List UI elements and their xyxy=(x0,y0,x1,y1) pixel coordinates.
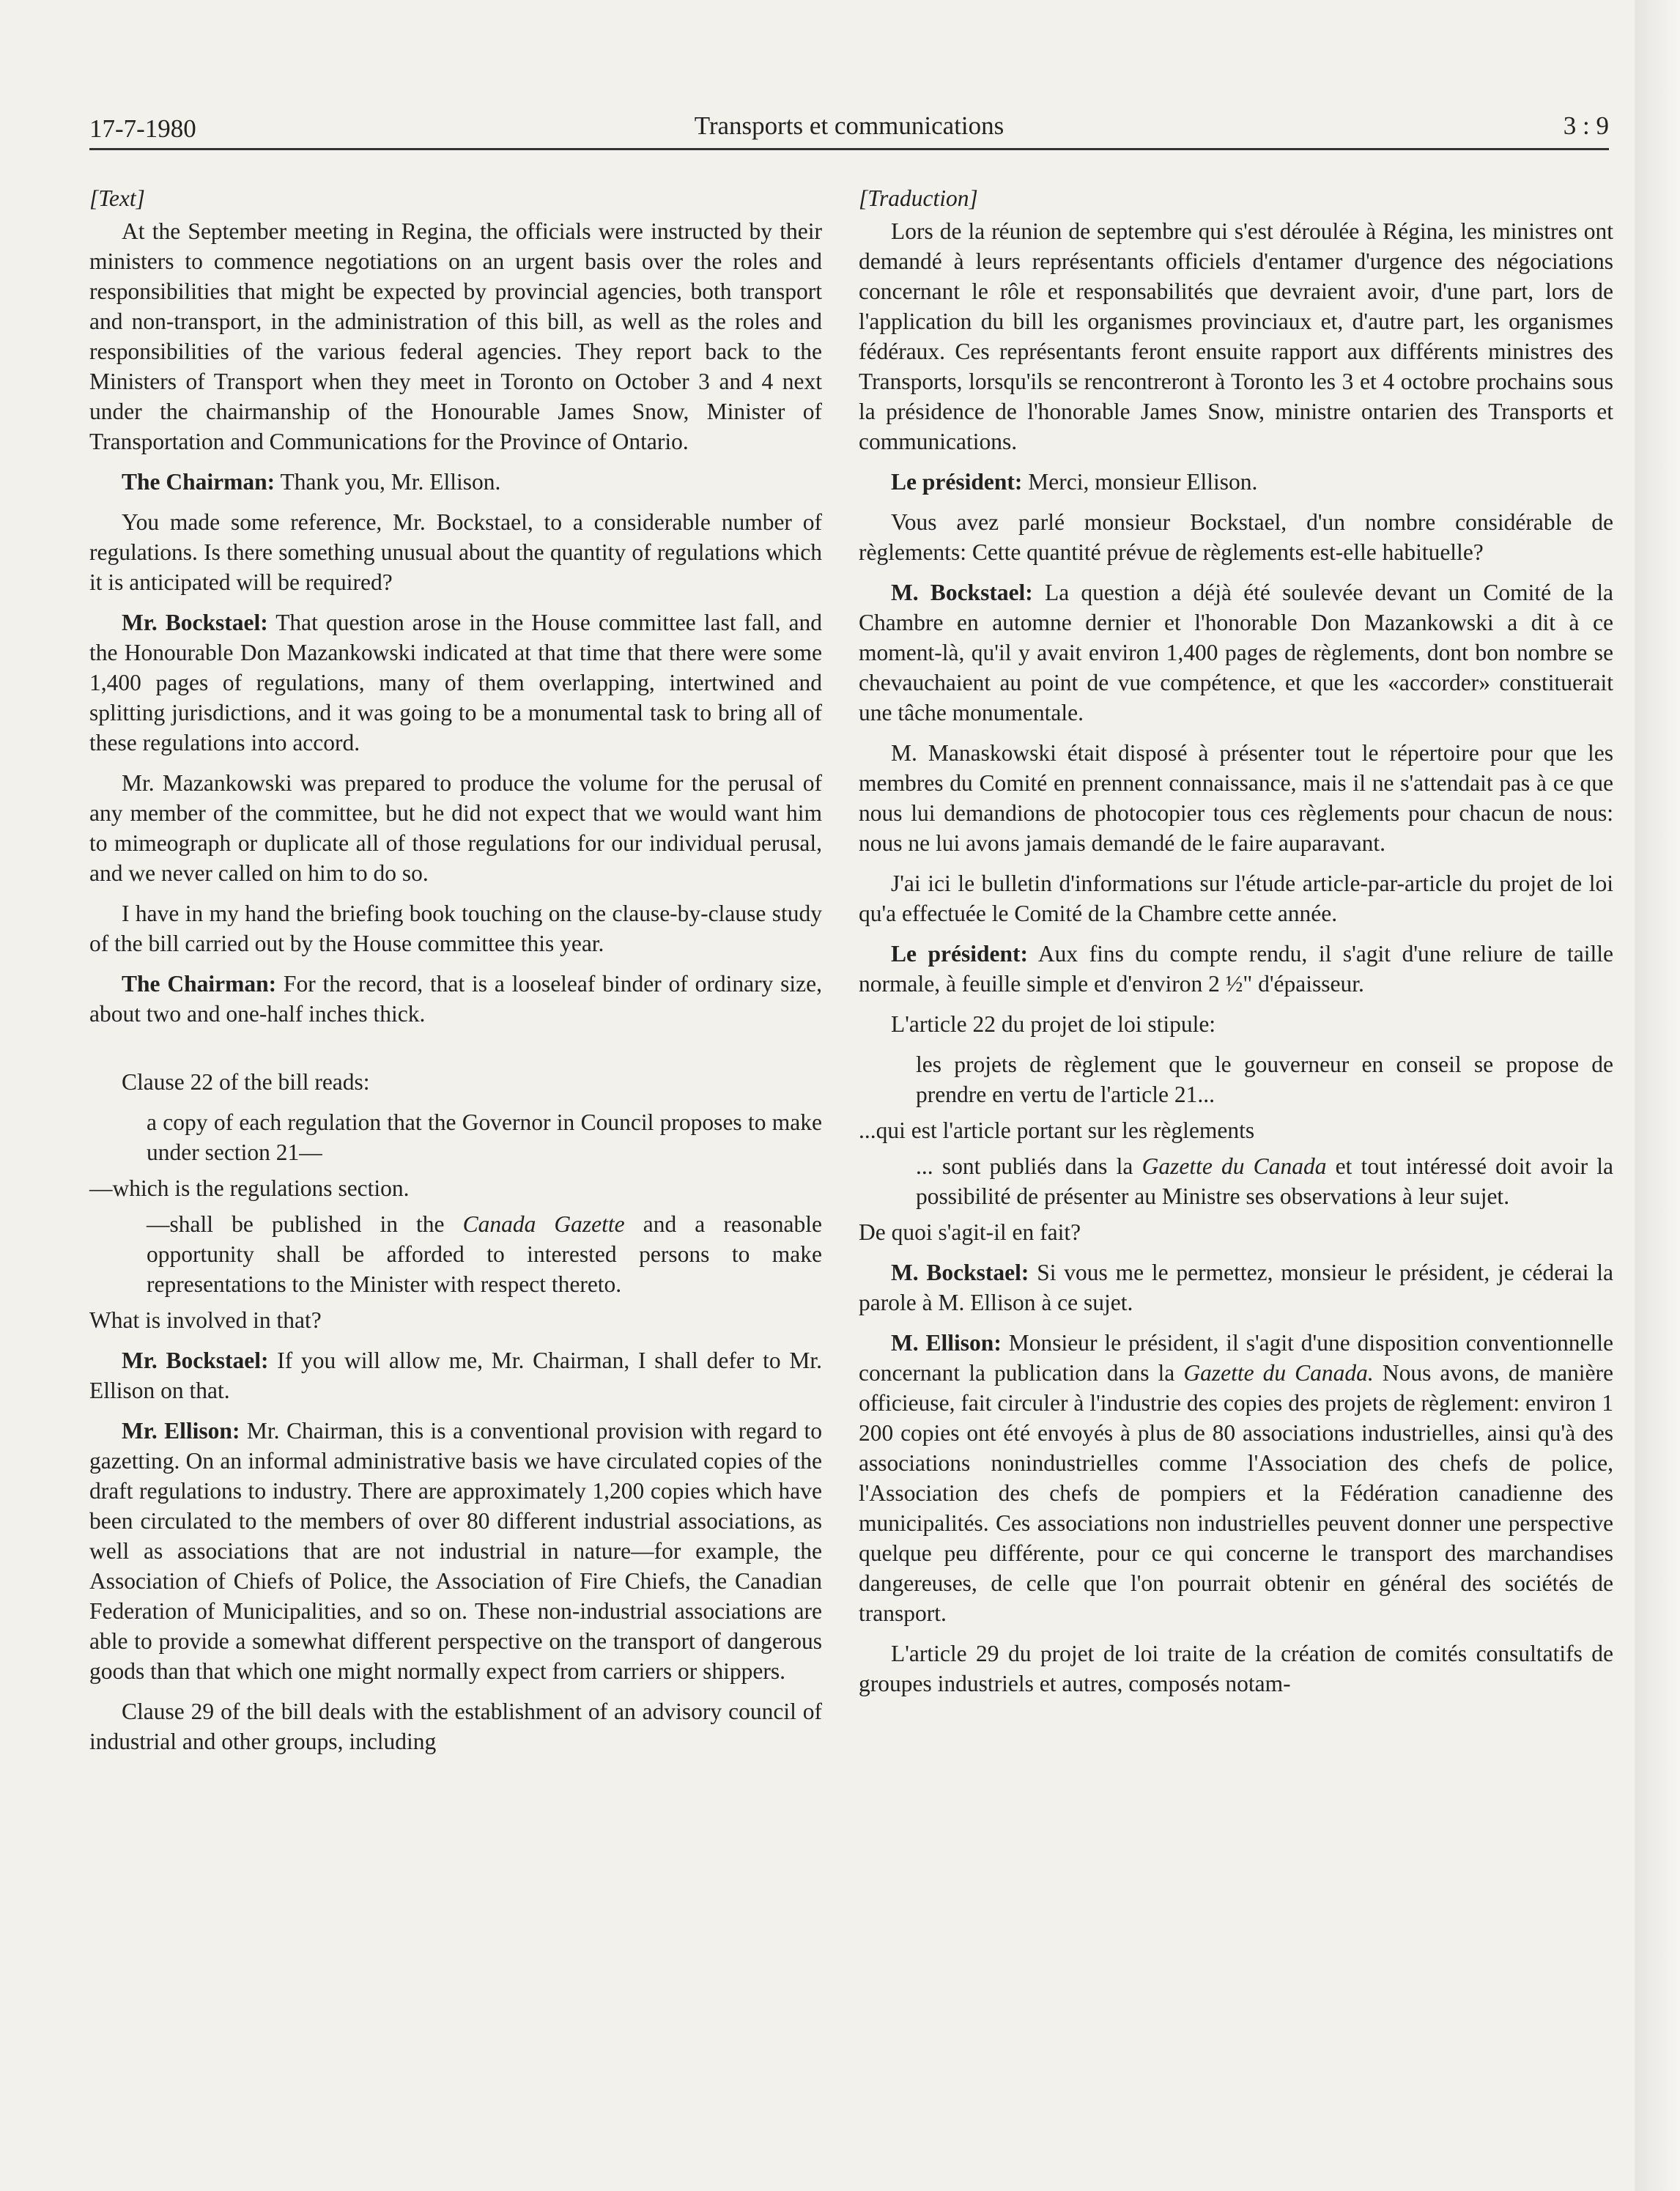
header-page-number: 3 : 9 xyxy=(1563,111,1609,140)
column-label: [Text] xyxy=(89,185,145,211)
speech-text: For the record, that is a looseleaf binder of ordinary size, about two and one-half inches thick. xyxy=(89,971,822,1027)
speaker-name: Le président: xyxy=(891,469,1023,495)
speaker-name: Mr. Bockstael: xyxy=(122,1348,269,1373)
speech-text: Monsieur le président, il s'agit d'une disposition conventionnelle concernant la publication dans la xyxy=(859,1330,1613,1386)
quoted-clause: ...qui est l'article portant sur les règlements xyxy=(859,1117,1255,1143)
paragraph: L'article 22 du projet de loi stipule: xyxy=(891,1011,1216,1037)
paragraph: What is involved in that? xyxy=(89,1307,322,1333)
quote-text: ... sont publiés dans la xyxy=(916,1153,1142,1179)
paragraph: Clause 29 of the bill deals with the establishment of an advisory council of industrial and other groups, including xyxy=(89,1699,822,1754)
paragraph: I have in my hand the briefing book touching on the clause-by-clause study of the bill carried out by the House committee this year. xyxy=(89,901,822,956)
speaker-name: Le président: xyxy=(891,941,1029,967)
paragraph xyxy=(859,467,1613,497)
speech-text: If you will allow me, Mr. Chairman, I shall defer to Mr. Ellison on that. xyxy=(89,1348,822,1403)
header-title: Transports et communications xyxy=(694,111,1004,140)
speech-text: Thank you, Mr. Ellison. xyxy=(275,469,501,495)
quoted-clause: a copy of each regulation that the Governor in Council proposes to make under section 21— xyxy=(147,1109,822,1165)
french-column xyxy=(859,183,1613,1709)
paragraph xyxy=(859,939,1613,999)
paragraph: At the September meeting in Regina, the officials were instructed by their ministers to commence negotiations on an urgent basis over the roles and responsibilities that might be expected by provincial agencies, both transport and non-transport, in the administration of this bill, as well as the roles and responsibilities of the various federal agencies. They report back to the Ministers of Transport when they meet in Toronto on October 3 and 4 next under the chairmanship of the Honourable James Snow, Minister of Transportation and Communications for the Province of Ontario. xyxy=(89,218,822,454)
speaker-name: The Chairman: xyxy=(122,971,277,997)
speech-text: Nous avons, de manière officieuse, fait circuler à l'industrie des copies des projets de règlement: environ 1 200 copies ont été envoyés à plus de 80 associations industrielles, ainsi qu'à des associations nonindustrielles comme l'Association des chefs de police, l'Association des chefs de pompiers et la Fédération canadienne des municipalités. Ces associations non industrielles peuvent donner une perspective quelque peu différente, pour ce qui concerne le transport des marchandises dangereuses, de celle que l'on pourrait obtenir en général des sociétés de transport. xyxy=(859,1360,1614,1626)
paragraph: Vous avez parlé monsieur Bockstael, d'un nombre considérable de règlements: Cette quantité prévue de règlements est-elle habituelle? xyxy=(859,509,1613,565)
paragraph xyxy=(89,1416,822,1686)
column-label: [Traduction] xyxy=(859,185,978,211)
page-header xyxy=(89,108,1609,148)
speaker-name: Mr. Ellison: xyxy=(122,1418,240,1444)
speaker-name: M. Bockstael: xyxy=(891,580,1033,605)
paragraph xyxy=(89,969,822,1029)
speech-text: Mr. Chairman, this is a conventional provision with regard to gazetting. On an informal administrative basis we have circulated copies of the draft regulations to industry. There are approximately 1,200 copies which have been circulated to the members of over 80 different industrial associations, as well as associations that are not industrial in nature—for example, the Association of Chiefs of Police, the Association of Fire Chiefs, the Canadian Federation of Municipalities, and so on. These non-industrial associations are able to provide a somewhat different perspective on the transport of dangerous goods than that which one might normally expect from carriers or shippers. xyxy=(89,1418,822,1684)
paragraph: M. Manaskowski était disposé à présenter tout le répertoire pour que les membres du Comité en prennent connaissance, mais il ne s'attendait pas à ce que nous lui demandions de photocopier tous ces règlements pour chacun de nous: nous ne lui avons jamais demandé de le faire auparavant. xyxy=(859,740,1613,856)
paragraph xyxy=(89,1345,822,1405)
quoted-clause xyxy=(89,1209,822,1299)
paragraph xyxy=(89,467,822,497)
paragraph: Lors de la réunion de septembre qui s'est déroulée à Régina, les ministres ont demandé à leurs représentants officiels d'entamer d'urgence des négociations concernant le rôle et responsabilités que devraient avoir, d'une part, lors de l'application du bill les organismes provinciaux et, d'autre part, les organismes fédéraux. Ces représentants feront ensuite rapport aux différents ministres des Transports, lorsqu'ils se rencontreront à Toronto les 3 et 4 octobre prochains sous la présidence de l'honorable James Snow, ministre ontarien des Transports et communications. xyxy=(859,218,1613,454)
paragraph: De quoi s'agit-il en fait? xyxy=(859,1219,1081,1245)
paragraph xyxy=(89,607,822,758)
speaker-name: The Chairman: xyxy=(122,469,275,495)
speech-italic: Gazette du Canada. xyxy=(1183,1360,1374,1386)
quote-italic: Gazette du Canada xyxy=(1141,1153,1327,1179)
quote-text: et tout intéressé doit avoir la possibilité de présenter au Ministre ses observations à leur sujet. xyxy=(916,1153,1614,1209)
speech-text: La question a déjà été soulevée devant un Comité de la Chambre en automne dernier et l'honorable Don Mazankowski a dit à ce moment-là, qu'il y avait environ 1,400 pages de règlements, dont bon nombre se chevauchaient au point de vue compétence, et que les «accorder» constituerait une tâche monumentale. xyxy=(859,580,1613,725)
speaker-name: M. Ellison: xyxy=(891,1330,1002,1356)
quote-italic: Canada Gazette xyxy=(462,1211,625,1237)
paragraph: L'article 29 du projet de loi traite de la création de comités consultatifs de groupes industriels et autres, composés notam- xyxy=(859,1641,1613,1696)
paragraph: Clause 22 of the bill reads: xyxy=(122,1069,370,1095)
paragraph: J'ai ici le bulletin d'informations sur l'étude article-par-article du projet de loi qu'a effectuée le Comité de la Chambre cette année. xyxy=(859,871,1613,926)
paragraph xyxy=(859,1328,1613,1628)
quote-text: —shall be published in the xyxy=(147,1211,463,1237)
quoted-clause: —which is the regulations section. xyxy=(89,1175,410,1201)
speaker-name: M. Bockstael: xyxy=(891,1260,1029,1285)
header-rule xyxy=(89,148,1609,150)
quote-text: and a reasonable opportunity shall be afforded to interested persons to make representations to the Minister with respect thereto. xyxy=(147,1211,823,1297)
paragraph xyxy=(859,1257,1613,1318)
page-edge xyxy=(1635,0,1680,2191)
quoted-clause xyxy=(859,1151,1613,1211)
speech-text: Si vous me le permettez, monsieur le président, je céderai la parole à M. Ellison à ce sujet. xyxy=(859,1260,1613,1315)
paragraph xyxy=(859,577,1613,728)
speech-text: Merci, monsieur Ellison. xyxy=(1022,469,1258,495)
paragraph: Mr. Mazankowski was prepared to produce the volume for the perusal of any member of the committee, but he did not expect that we would want him to mimeograph or duplicate all of those regulations for our individual perusal, and we never called on him to do so. xyxy=(89,770,822,886)
quoted-clause: les projets de règlement que le gouverneur en conseil se propose de prendre en vertu de l'article 21... xyxy=(916,1052,1613,1107)
speech-text: Aux fins du compte rendu, il s'agit d'une reliure de taille normale, à feuille simple et d'environ 2 ½" d'épaisseur. xyxy=(859,941,1614,997)
english-column xyxy=(89,183,822,1767)
header-date: 17-7-1980 xyxy=(89,114,196,143)
speech-text: That question arose in the House committee last fall, and the Honourable Don Mazankowski indicated at that time that there were some 1,400 pages of regulations, many of them overlapping, intertwined and splitting jurisdictions, and it was going to be a monumental task to bring all of these regulations into accord. xyxy=(89,610,822,755)
paragraph: You made some reference, Mr. Bockstael, to a considerable number of regulations. Is there something unusual about the quantity of regulations which it is anticipated will be required? xyxy=(89,509,822,595)
speaker-name: Mr. Bockstael: xyxy=(122,610,268,635)
